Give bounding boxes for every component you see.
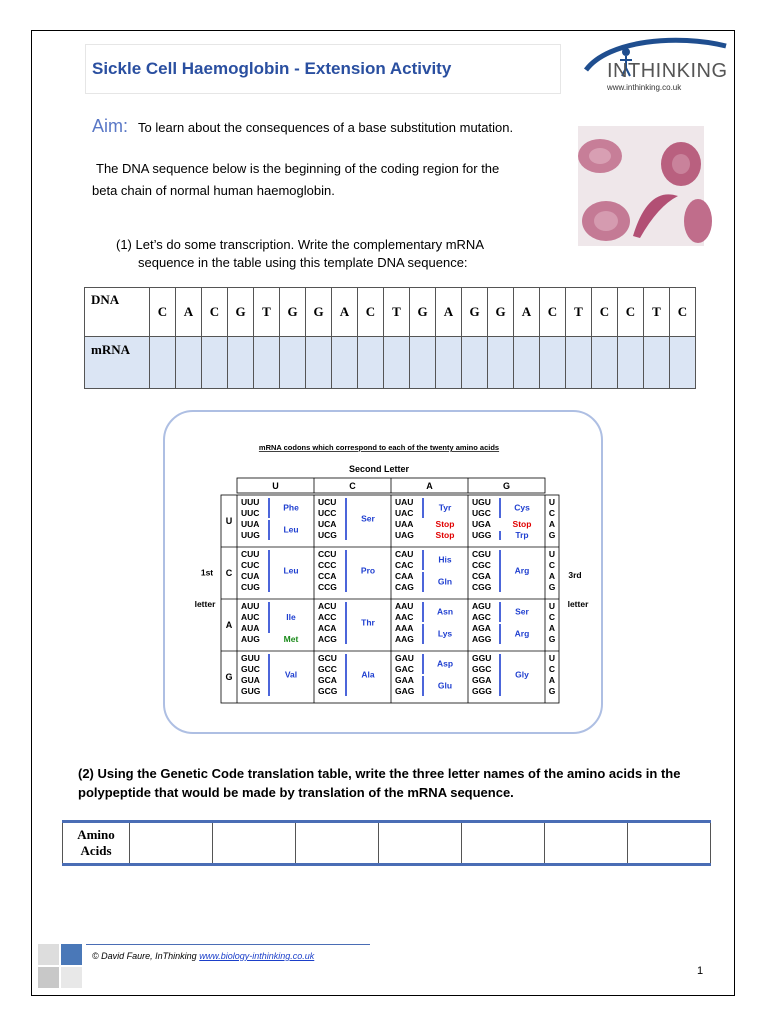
dna-base-cell: C [670,288,696,337]
third-letter-U: U [548,549,556,559]
amino-acid-label: Lys [437,628,453,639]
amino-acid-label: Trp [515,530,529,540]
amino-acids-label [63,822,130,865]
second-letter-A: A [426,481,433,491]
amino-acid-label: Arg [514,628,530,639]
amino-acid-label: Asn [436,606,454,617]
third-letter-C: C [548,508,556,518]
mrna-input-cell[interactable] [410,337,436,389]
dna-base-cell: C [202,288,228,337]
codon: GAC [395,664,414,674]
mrna-input-cell[interactable] [436,337,462,389]
amino-acid-label: Ala [361,669,375,680]
question-1 [116,236,484,272]
codon: AUC [241,612,260,622]
codon: GGG [472,686,492,696]
codon: GCU [318,653,337,663]
amino-acid-label: Leu [283,524,299,535]
footer-link[interactable]: www.biology-inthinking.co.uk [199,951,315,961]
codon: CCU [318,549,337,559]
question-2: (2) Using the Genetic Code translation table, write the three letter names of the amino acids in the polypeptide that would be made by translation of the mRNA sequence. [78,766,681,800]
codon: GAG [395,686,415,696]
chart-title: mRNA codons which correspond to each of the twenty amino acids [258,443,500,452]
mrna-input-cell[interactable] [280,337,306,389]
codon: GCC [318,664,337,674]
codon: UCC [318,508,337,518]
codon: GGA [472,675,492,685]
logo-figure-head [622,48,630,56]
mrna-input-cell[interactable] [566,337,592,389]
amino-acid-label: Thr [361,617,375,628]
codon: UGC [472,508,491,518]
mrna-input-cell[interactable] [618,337,644,389]
amino-acid-label: Val [284,669,298,680]
amino-acid-input-cell[interactable] [296,822,379,865]
mrna-input-cell[interactable] [644,337,670,389]
page-number: 1 [697,965,704,977]
intro-line-2: beta chain of normal human haemoglobin. [92,183,335,198]
dna-row [85,288,696,337]
amino-acid-input-cell[interactable] [379,822,462,865]
amino-acid-input-cell[interactable] [213,822,296,865]
codon: AGG [472,634,492,644]
codon: UUA [241,519,260,529]
third-letter-A: A [548,675,556,685]
genetic-code-chart [191,432,589,710]
footer-copyright: © David Faure, InThinking [92,951,197,961]
question-1-line-1: (1) Let’s do some transcription. Write the complementary mRNA [116,237,484,252]
dna-base-cell: G [488,288,514,337]
second-letter-G: G [502,481,511,491]
dna-base-cell: T [566,288,592,337]
codon: CGG [472,582,492,592]
footer-square [38,967,59,988]
codon: UAU [395,497,414,507]
first-letter-label-b: letter [194,598,216,609]
codon: UCG [318,530,337,540]
dna-base-cell: T [254,288,280,337]
footer-rule [86,944,370,945]
codon: GUG [241,686,261,696]
codon: CAG [395,582,414,592]
first-letter-C: C [225,568,233,578]
codon: CGA [472,571,491,581]
third-letter-U: U [548,653,556,663]
dna-base-cell: C [358,288,384,337]
dna-base-cell: T [644,288,670,337]
mrna-input-cell[interactable] [332,337,358,389]
third-letter-label-b: letter [567,598,589,609]
third-letter-C: C [548,612,556,622]
third-letter-A: A [548,519,556,529]
third-letter-A: A [548,571,556,581]
mrna-input-cell[interactable] [150,337,176,389]
codon: UGA [472,519,491,529]
mrna-input-cell[interactable] [306,337,332,389]
mrna-input-cell[interactable] [488,337,514,389]
codon: GUA [241,675,260,685]
aim-text: To learn about the consequences of a base substitution mutation. [138,120,514,135]
amino-acid-label: Leu [283,565,299,576]
codon: UUC [241,508,260,518]
mrna-input-cell[interactable] [540,337,566,389]
dna-base-cell: G [410,288,436,337]
third-letter-label-a: 3rd [568,570,582,581]
mrna-input-cell[interactable] [592,337,618,389]
codon: CGC [472,560,491,570]
dna-base-cell: C [618,288,644,337]
codon: UCA [318,519,337,529]
dna-base-cell: G [306,288,332,337]
codon: UUG [241,530,260,540]
third-letter-U: U [548,601,556,611]
codon: AAU [395,601,414,611]
dna-base-cell: A [176,288,202,337]
amino-acid-label: His [438,554,452,565]
mrna-input-cell[interactable] [670,337,696,389]
dna-base-cell: A [436,288,462,337]
third-letter-G: G [548,582,556,592]
dna-base-cell: G [228,288,254,337]
codon: ACU [318,601,337,611]
codon: GGC [472,664,492,674]
mrna-input-cell[interactable] [176,337,202,389]
codon: UAC [395,508,414,518]
amino-acid-label: Pro [360,565,376,576]
codon: CUA [241,571,260,581]
dna-base-cell: G [462,288,488,337]
mrna-input-cell[interactable] [228,337,254,389]
codon: ACG [318,634,337,644]
amino-acid-label: Phe [283,502,299,513]
codon: AUA [241,623,260,633]
amino-acid-input-cell[interactable] [545,822,628,865]
third-letter-A: A [548,623,556,633]
first-letter-label-a: 1st [200,567,214,578]
codon: UGU [472,497,491,507]
dna-mrna-table [84,287,696,389]
mrna-label: mRNA [85,337,150,389]
footer-square [38,944,59,965]
codon: UGG [472,530,492,540]
codon: GAU [395,653,414,663]
amino-acid-label: Met [283,634,299,644]
amino-acid-label: Cys [514,502,530,513]
codon: UUU [241,497,260,507]
third-letter-G: G [548,530,556,540]
mrna-input-cell[interactable] [384,337,410,389]
amino-label-line-1: Amino [77,827,115,842]
amino-acid-label: Stop [512,519,532,529]
dna-base-cell: A [332,288,358,337]
dna-base-cell: C [592,288,618,337]
codon: ACC [318,612,337,622]
codon: ACA [318,623,337,633]
aim-label: Aim: [92,116,128,136]
footer-square [61,944,82,965]
page-title: Sickle Cell Haemoglobin - Extension Activity [92,59,452,78]
codon: CAC [395,560,414,570]
codon: UAA [395,519,414,529]
codon: AGA [472,623,491,633]
mrna-input-cell[interactable] [462,337,488,389]
amino-label-line-2: Acids [80,843,112,858]
amino-acid-label: Gln [437,576,453,587]
amino-acid-label: Gly [515,669,529,680]
codon: GUU [241,653,260,663]
dna-label: DNA [85,288,150,337]
intro-paragraph [92,158,562,202]
amino-acid-label: Stop [435,519,455,529]
amino-acid-label: Arg [514,565,530,576]
amino-acids-row [63,822,711,865]
codon: AAG [395,634,414,644]
codon: UCU [318,497,337,507]
mrna-input-cell[interactable] [514,337,540,389]
codon: CUU [241,549,260,559]
footer-credit [92,951,314,961]
amino-acid-input-cell[interactable] [628,822,711,865]
codon: GCG [318,686,338,696]
third-letter-C: C [548,560,556,570]
codon: AUG [241,634,260,644]
amino-acid-label: Tyr [438,502,452,513]
codon: CUC [241,560,260,570]
codon: AAC [395,612,414,622]
codon: GCA [318,675,337,685]
logo-url: www.inthinking.co.uk [607,83,682,92]
mrna-input-cell[interactable] [202,337,228,389]
amino-acid-label: Stop [435,530,455,540]
third-letter-G: G [548,634,556,644]
footer-square [61,967,82,988]
codon: CAU [395,549,414,559]
codon: AAA [395,623,414,633]
amino-acid-label: Asp [436,658,454,669]
third-letter-G: G [548,686,556,696]
first-letter-U: U [225,516,233,526]
third-letter-U: U [548,497,556,507]
codon: AGU [472,601,491,611]
second-letter-C: C [349,481,356,491]
first-letter-G: G [225,672,233,682]
intro-line-1: The DNA sequence below is the beginning of the coding region for the [96,161,500,176]
codon: CCC [318,560,337,570]
dna-base-cell: A [514,288,540,337]
amino-acid-label: Ser [515,606,529,617]
codon: CUG [241,582,260,592]
codon: GGU [472,653,492,663]
amino-acid-input-cell[interactable] [462,822,545,865]
sickle-cell-photo [578,126,704,246]
third-letter-C: C [548,664,556,674]
second-letter-U: U [272,481,279,491]
amino-acids-table [62,820,711,866]
logo-text: INTHINKING [607,60,728,82]
dna-base-cell: G [280,288,306,337]
amino-acid-label: Glu [437,680,453,691]
codon: CCG [318,582,337,592]
question-1-line-2: sequence in the table using this template DNA sequence: [138,255,468,270]
codon: CAA [395,571,414,581]
mrna-input-cell[interactable] [254,337,280,389]
amino-acid-input-cell[interactable] [130,822,213,865]
dna-base-cell: T [384,288,410,337]
dna-base-cell: C [540,288,566,337]
mrna-row [85,337,696,389]
codon: AGC [472,612,491,622]
codon: CGU [472,549,491,559]
codon: GAA [395,675,414,685]
codon: UAG [395,530,414,540]
codon: GUC [241,664,260,674]
mrna-input-cell[interactable] [358,337,384,389]
codon: AUU [241,601,260,611]
codon: CCA [318,571,337,581]
amino-acid-label: Ile [286,612,296,622]
amino-acid-label: Ser [361,513,375,524]
first-letter-A: A [225,620,233,630]
dna-base-cell: C [150,288,176,337]
second-letter-label: Second Letter [348,464,410,474]
